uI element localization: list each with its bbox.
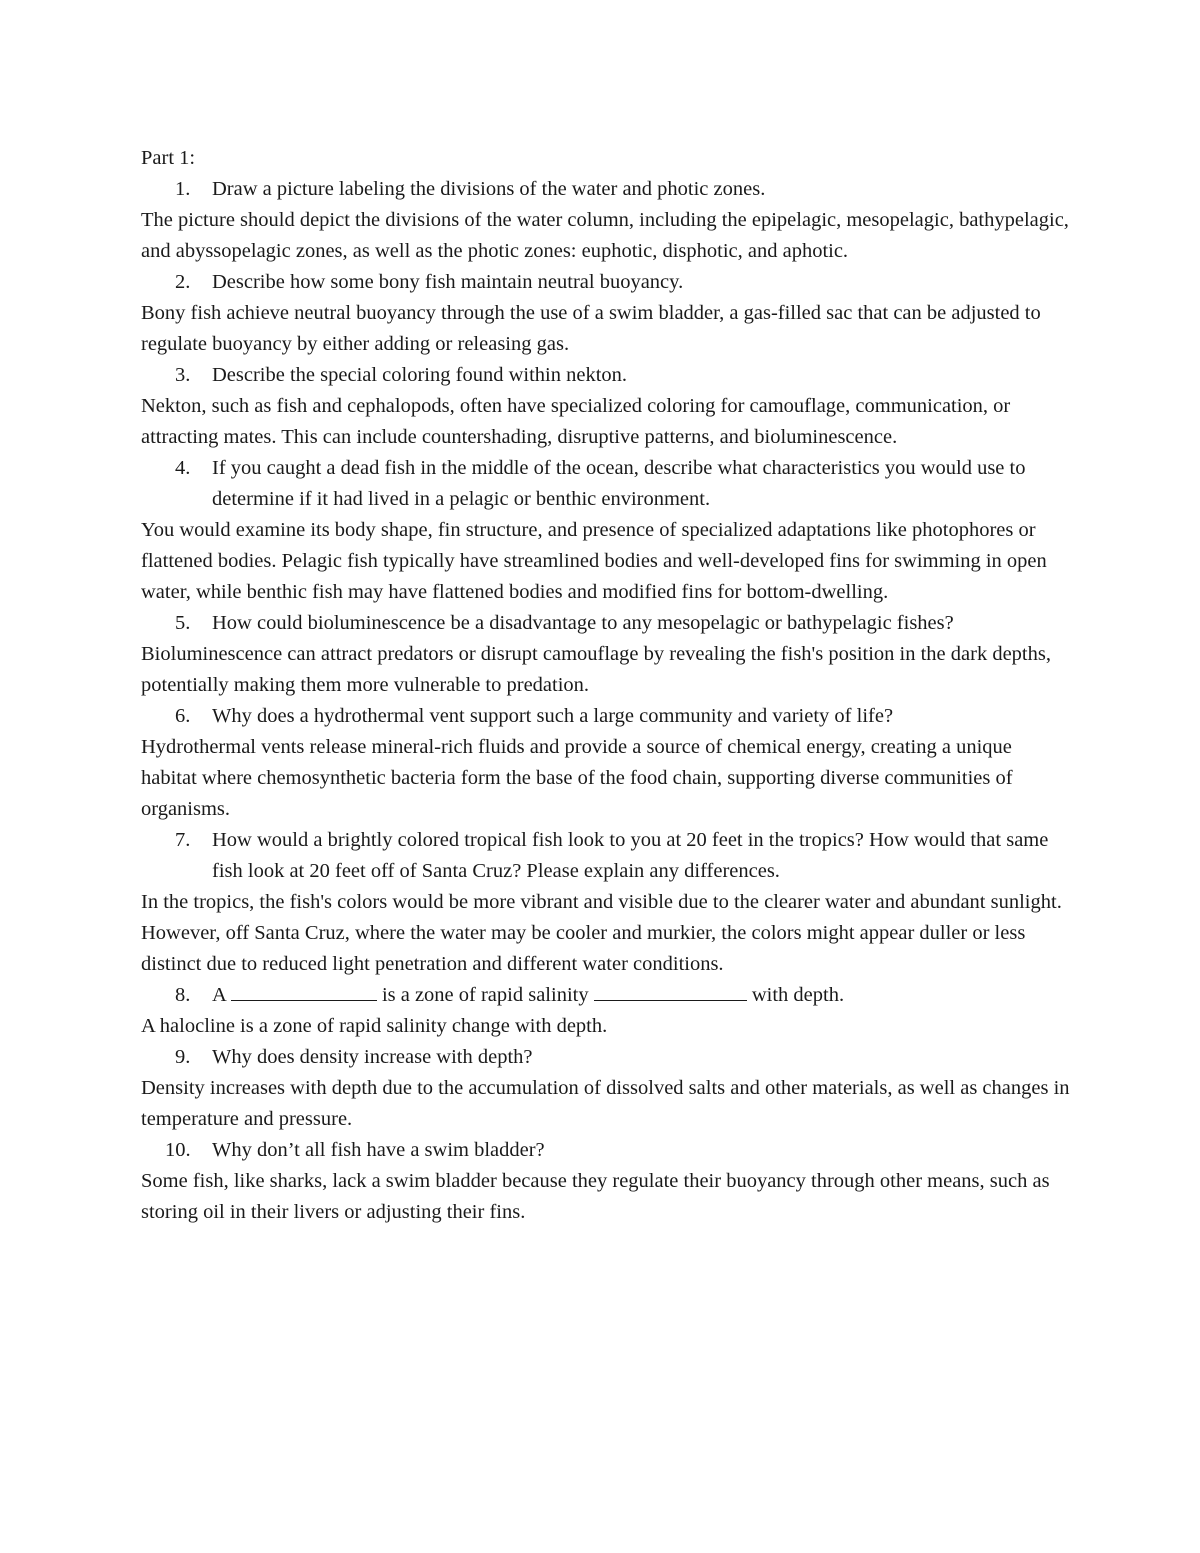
item-4 <box>141 453 1071 608</box>
answer-5: Bioluminescence can attract predators or disrupt camouflage by revealing the fish's position in the dark depths, potentially making them more vulnerable to predation. <box>141 643 1051 696</box>
item-9 <box>141 1042 1071 1135</box>
question-9 <box>141 1042 1071 1073</box>
question-text: How could bioluminescence be a disadvantage to any mesopelagic or bathypelagic fishes? <box>212 612 954 634</box>
question-6 <box>141 701 1071 732</box>
question-number: 1. <box>175 178 191 200</box>
answer-6: Hydrothermal vents release mineral-rich fluids and provide a source of chemical energy, creating a unique habitat where chemosynthetic bacteria form the base of the food chain, supporting diverse communities of organisms. <box>141 736 1013 820</box>
item-3 <box>141 360 1071 453</box>
answer-9: Density increases with depth due to the accumulation of dissolved salts and other materials, as well as changes in temperature and pressure. <box>141 1077 1070 1130</box>
document-page <box>141 143 1071 1228</box>
question-number: 4. <box>175 457 191 479</box>
item-2 <box>141 267 1071 360</box>
answer-10: Some fish, like sharks, lack a swim bladder because they regulate their buoyancy through other means, such as storing oil in their livers or adjusting their fins. <box>141 1170 1050 1223</box>
answer-3: Nekton, such as fish and cephalopods, often have specialized coloring for camouflage, communication, or attracting mates. This can include countershading, disruptive patterns, and bioluminescence. <box>141 395 1011 448</box>
question-text-part: is a zone of rapid salinity <box>381 984 589 1006</box>
item-10 <box>141 1135 1071 1228</box>
item-5 <box>141 608 1071 701</box>
answer-2: Bony fish achieve neutral buoyancy through the use of a swim bladder, a gas-filled sac that can be adjusted to regulate buoyancy by either adding or releasing gas. <box>141 302 1041 355</box>
question-text: Draw a picture labeling the divisions of the water and photic zones. <box>212 178 766 200</box>
question-10 <box>141 1135 1071 1166</box>
question-5 <box>141 608 1071 639</box>
question-text-part: with depth. <box>751 984 845 1006</box>
question-7 <box>141 825 1071 887</box>
question-number: 5. <box>175 612 191 634</box>
item-7 <box>141 825 1071 980</box>
answer-8: A halocline is a zone of rapid salinity change with depth. <box>141 1015 608 1037</box>
question-text-part: A <box>212 984 226 1006</box>
question-number: 2. <box>175 271 191 293</box>
question-number: 8. <box>175 984 191 1006</box>
question-1 <box>141 174 1071 205</box>
item-1 <box>141 174 1071 267</box>
question-text: Describe the special coloring found within nekton. <box>212 364 628 386</box>
question-text: Why does a hydrothermal vent support such a large community and variety of life? <box>212 705 894 727</box>
item-6 <box>141 701 1071 825</box>
answer-1: The picture should depict the divisions of the water column, including the epipelagic, mesopelagic, bathypelagic, and abyssopelagic zones, as well as the photic zones: euphotic, disphotic, and aphotic. <box>141 209 1069 262</box>
question-2 <box>141 267 1071 298</box>
question-3 <box>141 360 1071 391</box>
question-text: If you caught a dead fish in the middle of the ocean, describe what characteristics you would use to determine if it had lived in a pelagic or benthic environment. <box>212 457 1026 510</box>
question-text: Why does density increase with depth? <box>212 1046 533 1068</box>
question-text: Describe how some bony fish maintain neutral buoyancy. <box>212 271 684 293</box>
part-heading: Part 1: <box>141 147 196 169</box>
question-number: 3. <box>175 364 191 386</box>
answer-4: You would examine its body shape, fin structure, and presence of specialized adaptations like photophores or flattened bodies. Pelagic fish typically have streamlined bodies and well-developed fins for swimming in open water, while benthic fish may have flattened bodies and modified fins for bottom-dwelling. <box>141 519 1047 603</box>
question-8 <box>141 980 1071 1011</box>
question-4 <box>141 453 1071 515</box>
question-number: 10. <box>165 1139 191 1161</box>
question-text: How would a brightly colored tropical fish look to you at 20 feet in the tropics? How would that same fish look at 20 feet off of Santa Cruz? Please explain any differences. <box>212 829 1049 882</box>
question-number: 6. <box>175 705 191 727</box>
fill-in-blank[interactable] <box>594 980 747 1001</box>
item-8 <box>141 980 1071 1042</box>
question-number: 9. <box>175 1046 191 1068</box>
question-number: 7. <box>175 829 191 851</box>
answer-7: In the tropics, the fish's colors would be more vibrant and visible due to the clearer water and abundant sunlight. However, off Santa Cruz, where the water may be cooler and murkier, the colors might appear duller or less distinct due to reduced light penetration and different water conditions. <box>141 891 1062 975</box>
question-text: Why don’t all fish have a swim bladder? <box>212 1139 545 1161</box>
fill-in-blank[interactable] <box>231 980 377 1001</box>
